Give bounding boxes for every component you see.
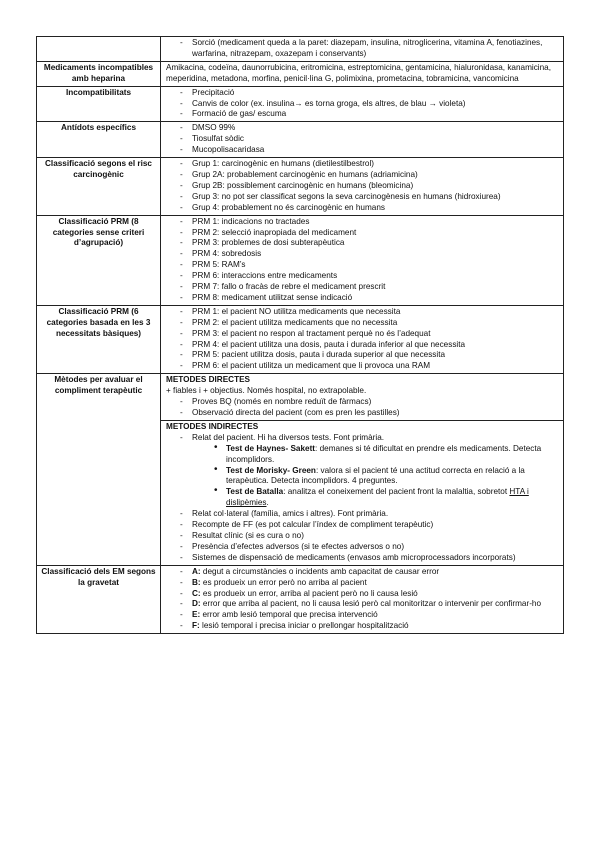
test-item (166, 487, 560, 509)
test-name: Test de Batalla (226, 487, 284, 497)
error-text: degut a circumstàncies o incidents amb capacitat de causar error (200, 566, 440, 576)
list-item: - PRM 7: fallo o fracàs de rebre el medicament prescrit (166, 282, 560, 293)
test-desc: : demanes si té dificultat en prendre els medicaments. Detecta incomplidors. (226, 443, 542, 464)
list-item: - Tiosulfat sòdic (166, 134, 560, 145)
error-key: D: (192, 599, 201, 609)
error-key: A: (192, 566, 201, 576)
list-item (166, 567, 560, 578)
error-key: C: (192, 588, 201, 598)
list-item: - PRM 8: medicament utilitzat sense indicació (166, 293, 560, 304)
row-label: Classificació PRM (8 categories sense criteri d’agrupació) (37, 215, 161, 305)
list-item: - PRM 1: el pacient NO utilitza medicaments que necessita (166, 307, 560, 318)
test-item (166, 466, 560, 488)
row-content (161, 86, 564, 122)
table-row (37, 86, 564, 122)
table-row (37, 565, 564, 633)
section-heading: METODES INDIRECTES (166, 421, 259, 431)
list-item: - Resultat clínic (si es cura o no) (166, 531, 560, 542)
list-item: - Grup 3: no pot ser classificat segons la seva carcinogènesis en humans (hidroxiurea) (166, 192, 560, 203)
error-text: error amb lesió temporal que precisa intervenció (200, 610, 378, 620)
table-row (37, 215, 564, 305)
list-item: - PRM 5: pacient utilitza dosis, pauta i durada superior al que necessita (166, 350, 560, 361)
test-name: Test de Haynes- Sakett (226, 443, 316, 453)
row-content (161, 37, 564, 62)
list-item: - Relat col·lateral (família, amics i altres). Font primària. (166, 509, 560, 520)
paragraph: + fiables i + objectius. Només hospital, no extrapolable. (166, 386, 367, 396)
list-item: - PRM 2: selecció inapropiada del medicament (166, 228, 560, 239)
row-label: Mètodes per avaluar el compliment terapèutic (37, 374, 161, 565)
list-item: - Observació directa del pacient (com es pren les pastilles) (166, 408, 560, 419)
list-item: - PRM 6: el pacient utilitza un medicament que li provoca una RAM (166, 361, 560, 372)
indirect-methods-cell (161, 420, 564, 565)
row-content (161, 215, 564, 305)
list-item: - PRM 4: el pacient utilitza una dosis, pauta i durada inferior al que necessita (166, 340, 560, 351)
item-text: Relat del pacient. Hi ha diversos tests. Font primària. (192, 432, 385, 442)
test-desc: : valora si el pacient té una actitud correcta en relació a la terapèutica. Detecta incomplidors. 4 preguntes. (226, 465, 525, 486)
list-item: - DMSO 99% (166, 123, 560, 134)
list-item: - Formació de gas/ escuma (166, 109, 560, 120)
summary-table (36, 36, 564, 634)
list-item: - PRM 1: indicacions no tractades (166, 217, 560, 228)
list-item: - Precipitació (166, 88, 560, 99)
list-item: - Sistemes de dispensació de medicaments (envasos amb microprocessadors incorporats) (166, 553, 560, 564)
list-item: - PRM 5: RAM’s (166, 260, 560, 271)
row-label: Classificació PRM (6 categories basada en les 3 necessitats bàsiques) (37, 305, 161, 373)
list-item: - Sorció (medicament queda a la paret: diazepam, insulina, nitroglicerina, vitamina A, fenotiazines, warfarina, nitrazepam, oxazepam i conservants) (166, 38, 560, 60)
table-row (37, 374, 564, 421)
row-label: Incompatibilitats (37, 86, 161, 122)
row-content (161, 122, 564, 158)
row-label: Antídots específics (37, 122, 161, 158)
list-item: - PRM 6: interaccions entre medicaments (166, 271, 560, 282)
list-item: - Proves BQ (només en nombre reduït de fàrmacs) (166, 397, 560, 408)
error-text: es produeix un error però no arriba al pacient (200, 577, 367, 587)
row-content (161, 565, 564, 633)
row-label: Medicaments incompatibles amb heparina (37, 61, 161, 86)
list-item (166, 621, 560, 632)
table-row (37, 305, 564, 373)
row-label: Classificació segons el risc carcinogènic (37, 158, 161, 216)
underlined-text: HTA i dislipèmies (226, 487, 529, 508)
list-item: - PRM 4: sobredosis (166, 249, 560, 260)
row-label (37, 37, 161, 62)
row-content (161, 305, 564, 373)
error-text: error que arriba al pacient, no li causa lesió però cal monitoritzar o intervenir per confirmar-ho (200, 599, 542, 609)
error-text: lesió temporal i precisa iniciar o prellongar hospitalització (199, 621, 409, 631)
list-item (166, 433, 560, 509)
list-item: - Recompte de FF (es pot calcular l’índex de compliment terapèutic) (166, 520, 560, 531)
error-key: E: (192, 610, 201, 620)
list-item: - Presència d’efectes adversos (si te efectes adversos o no) (166, 542, 560, 553)
test-desc: : analitza el coneixement del pacient front la malaltia, sobretot (283, 487, 510, 497)
list-item (166, 589, 560, 600)
list-item: - PRM 3: el pacient no respon al tractament perquè no és l’adequat (166, 329, 560, 340)
table-row (37, 61, 564, 86)
table-row (37, 37, 564, 62)
test-name: Test de Morisky- Green (226, 465, 316, 475)
error-key: F: (192, 621, 200, 631)
table-row (37, 122, 564, 158)
table-row (37, 158, 564, 216)
list-item (166, 578, 560, 589)
row-content (161, 158, 564, 216)
list-item: - Canvis de color (ex. insulina→ es torna groga, els altres, de blau → violeta) (166, 99, 560, 110)
test-end: . (266, 498, 269, 508)
test-item (166, 444, 560, 466)
row-label: Classificació dels EM segons la gravetat (37, 565, 161, 633)
list-item (166, 599, 560, 610)
list-item: - Mucopolisacaridasa (166, 145, 560, 156)
list-item (166, 610, 560, 621)
direct-methods-cell (161, 374, 564, 421)
error-text: es produeix un error, arriba al pacient però no li causa lesió (200, 588, 418, 598)
list-item: - Grup 2B: possiblement carcinogènic en humans (bleomicina) (166, 181, 560, 192)
list-item: - PRM 2: el pacient utilitza medicaments que no necessita (166, 318, 560, 329)
paragraph: Amikacina, codeïna, daunorrubicina, eritromicina, estreptomicina, gentamicina, hialuronidasa, kanamicina, meperidina, metadona, morfina, penicil·lina G, polimixina, prometacina, tobramicina, vancomicina (166, 62, 552, 83)
list-item: - Grup 1: carcinogènic en humans (dietilestilbestrol) (166, 159, 560, 170)
row-content (161, 61, 564, 86)
section-heading: METODES DIRECTES (166, 375, 251, 385)
list-item: - PRM 3: problemes de dosi subterapèutica (166, 238, 560, 249)
error-key: B: (192, 577, 201, 587)
list-item: - Grup 4: probablement no és carcinogènic en humans (166, 203, 560, 214)
list-item: - Grup 2A: probablement carcinogènic en humans (adriamicina) (166, 170, 560, 181)
